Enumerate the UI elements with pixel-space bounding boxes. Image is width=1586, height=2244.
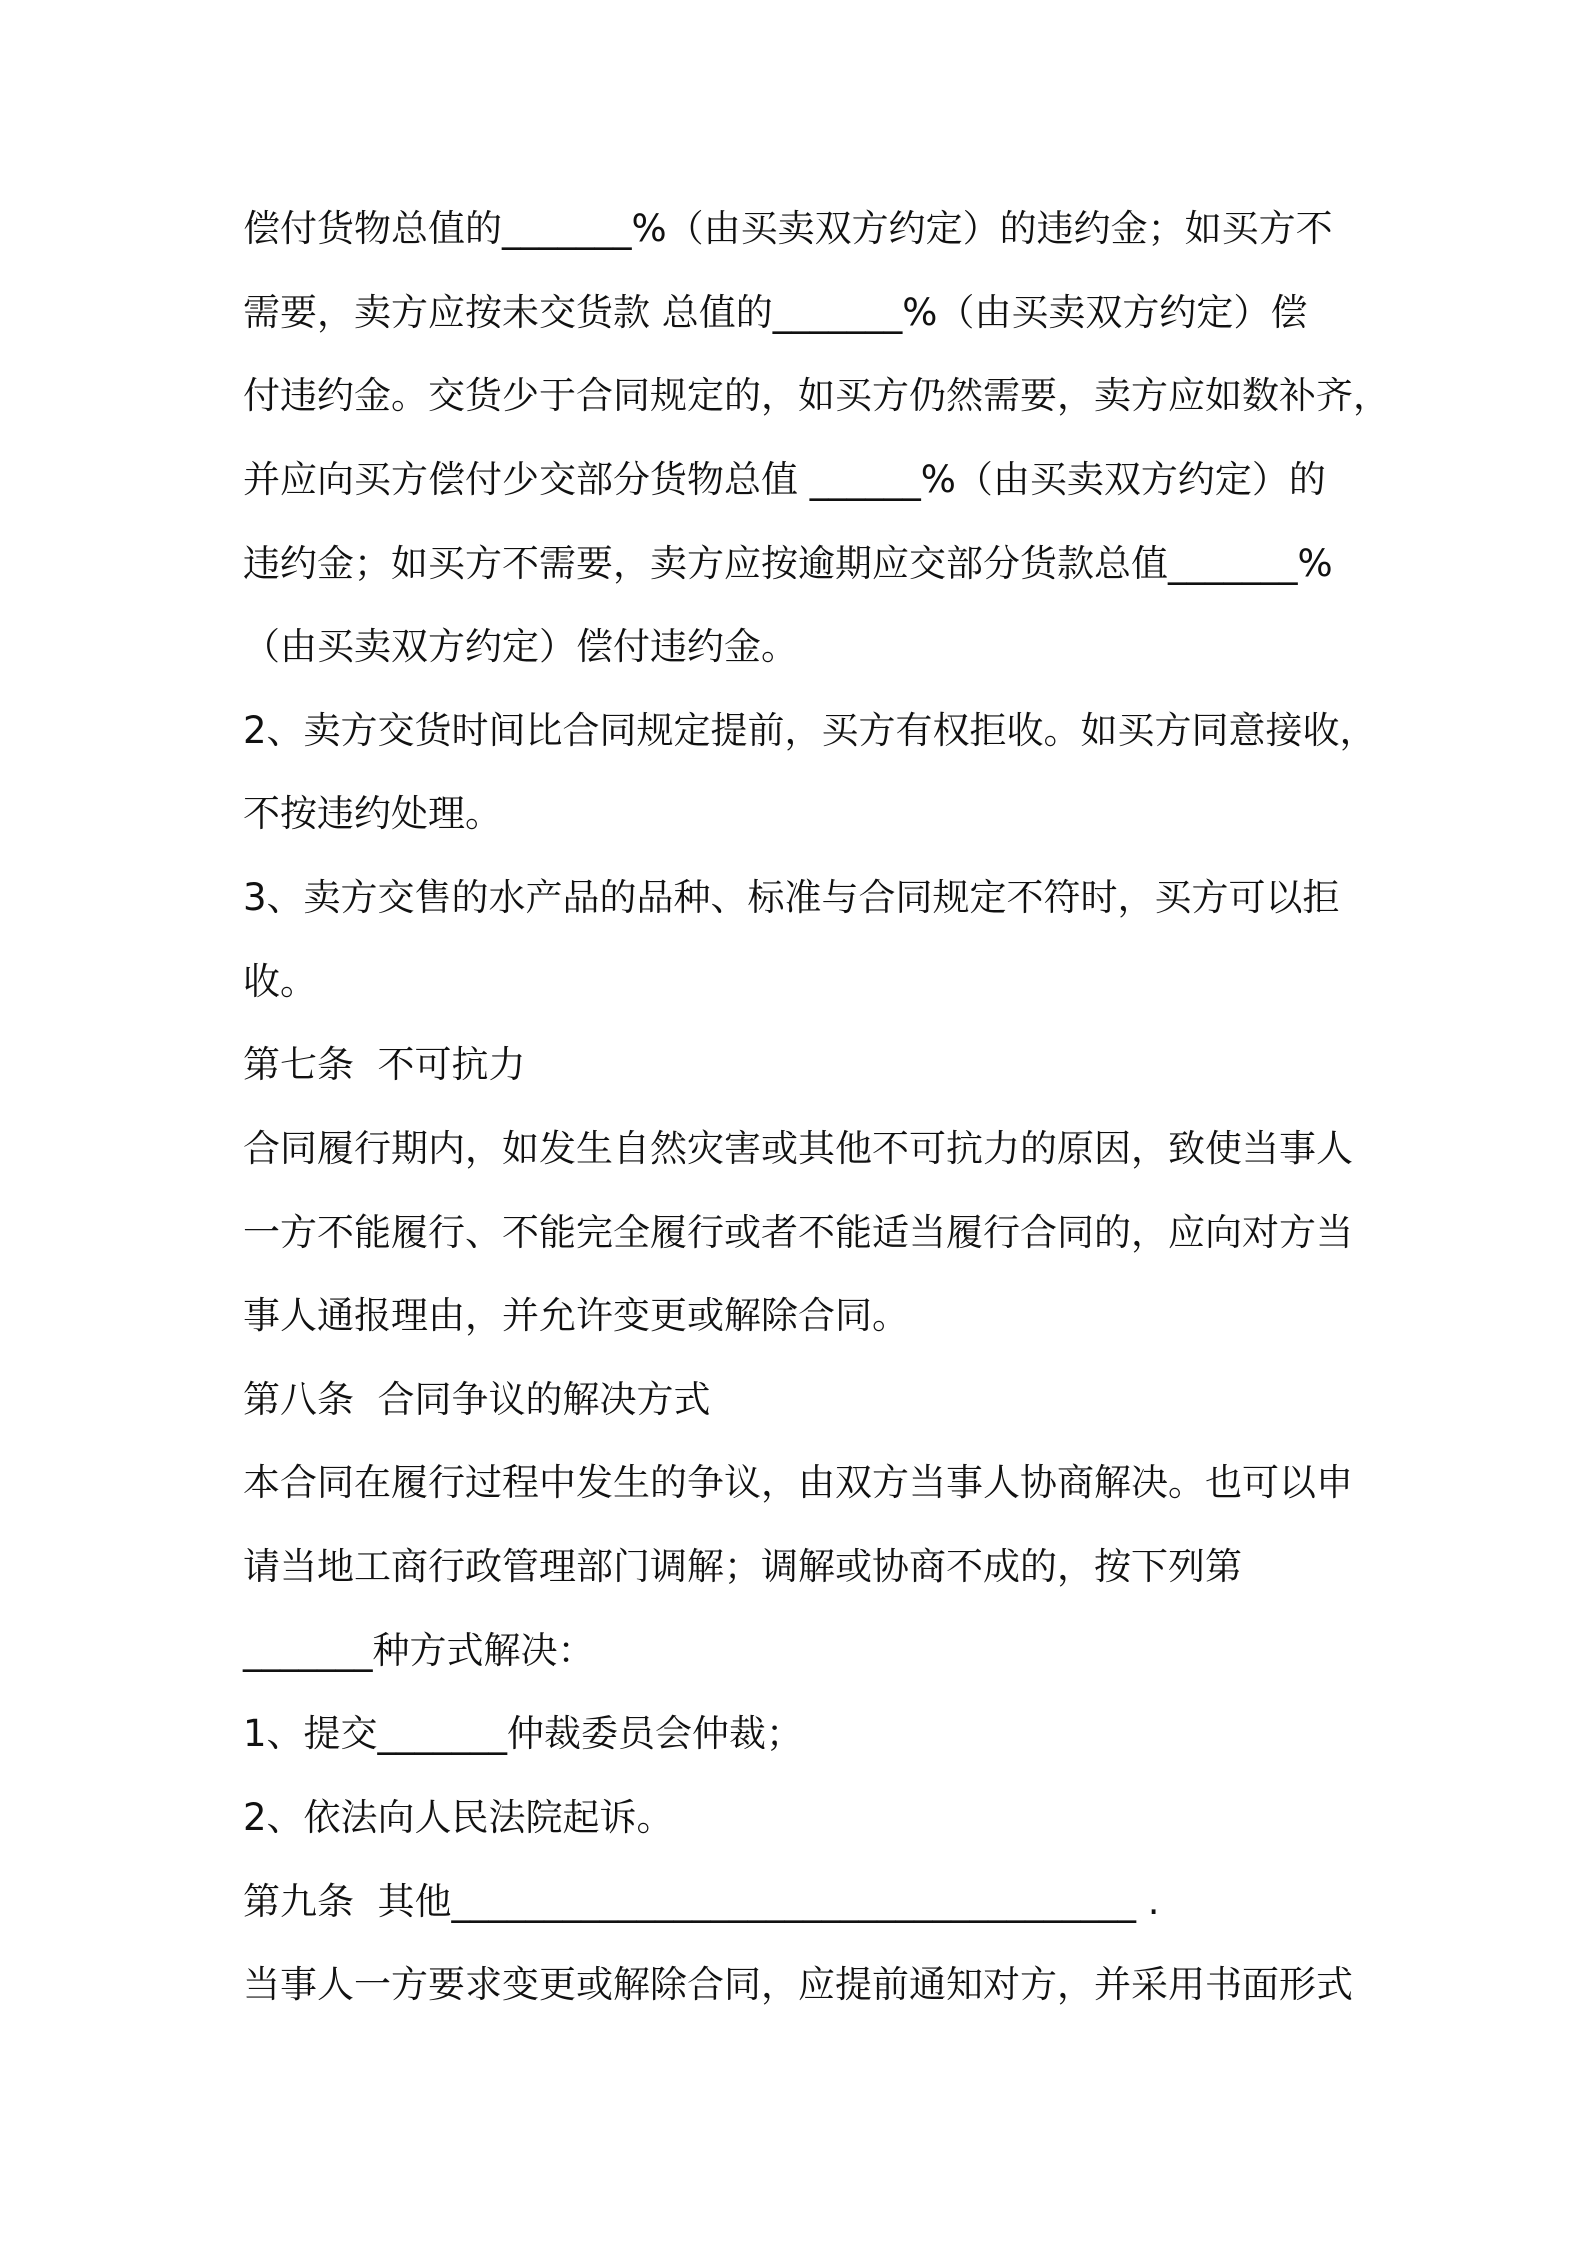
text-line: 并应向买方偿付少交部分货物总值 ______%（由买卖双方约定）的 [243,458,1326,501]
text-line: （由买卖双方约定）偿付违约金。 [243,625,798,668]
text-line: 2、依法向人民法院起诉。 [243,1796,674,1839]
section-heading: 第八条 合同争议的解决方式 [243,1378,711,1421]
text-line: 1、提交_______仲裁委员会仲裁； [243,1712,804,1755]
text-line: _______种方式解决： [243,1629,595,1672]
text-line: 本合同在履行过程中发生的争议，由双方当事人协商解决。也可以申 [243,1461,1353,1504]
section-heading: 第七条 不可抗力 [243,1043,526,1086]
text-line: 当事人一方要求变更或解除合同，应提前通知对方，并采用书面形式 [243,1963,1353,2006]
text-line: 需要，卖方应按未交货款 总值的_______%（由买卖双方约定）偿 [243,291,1308,334]
text-line: 合同履行期内，如发生自然灾害或其他不可抗力的原因，致使当事人 [243,1127,1353,1170]
text-line: 不按违约处理。 [243,792,502,835]
text-line: 付违约金。交货少于合同规定的，如买方仍然需要，卖方应如数补齐， [243,374,1390,417]
text-line: 事人通报理由，并允许变更或解除合同。 [243,1294,909,1337]
section-heading: 第九条 其他_____________________________________ . [243,1880,1160,1923]
text-line: 偿付货物总值的_______%（由买卖双方约定）的违约金；如买方不 [243,207,1333,250]
text-line: 一方不能履行、不能完全履行或者不能适当履行合同的，应向对方当 [243,1211,1353,1254]
text-line: 违约金；如买方不需要，卖方应按逾期应交部分货款总值_______% [243,542,1333,585]
text-line: 收。 [243,960,317,1003]
text-line: 2、卖方交货时间比合同规定提前，买方有权拒收。如买方同意接收， [243,709,1377,752]
text-line: 请当地工商行政管理部门调解；调解或协商不成的，按下列第 [243,1545,1242,1588]
text-line: 3、卖方交售的水产品的品种、标准与合同规定不符时，买方可以拒 [243,876,1340,919]
